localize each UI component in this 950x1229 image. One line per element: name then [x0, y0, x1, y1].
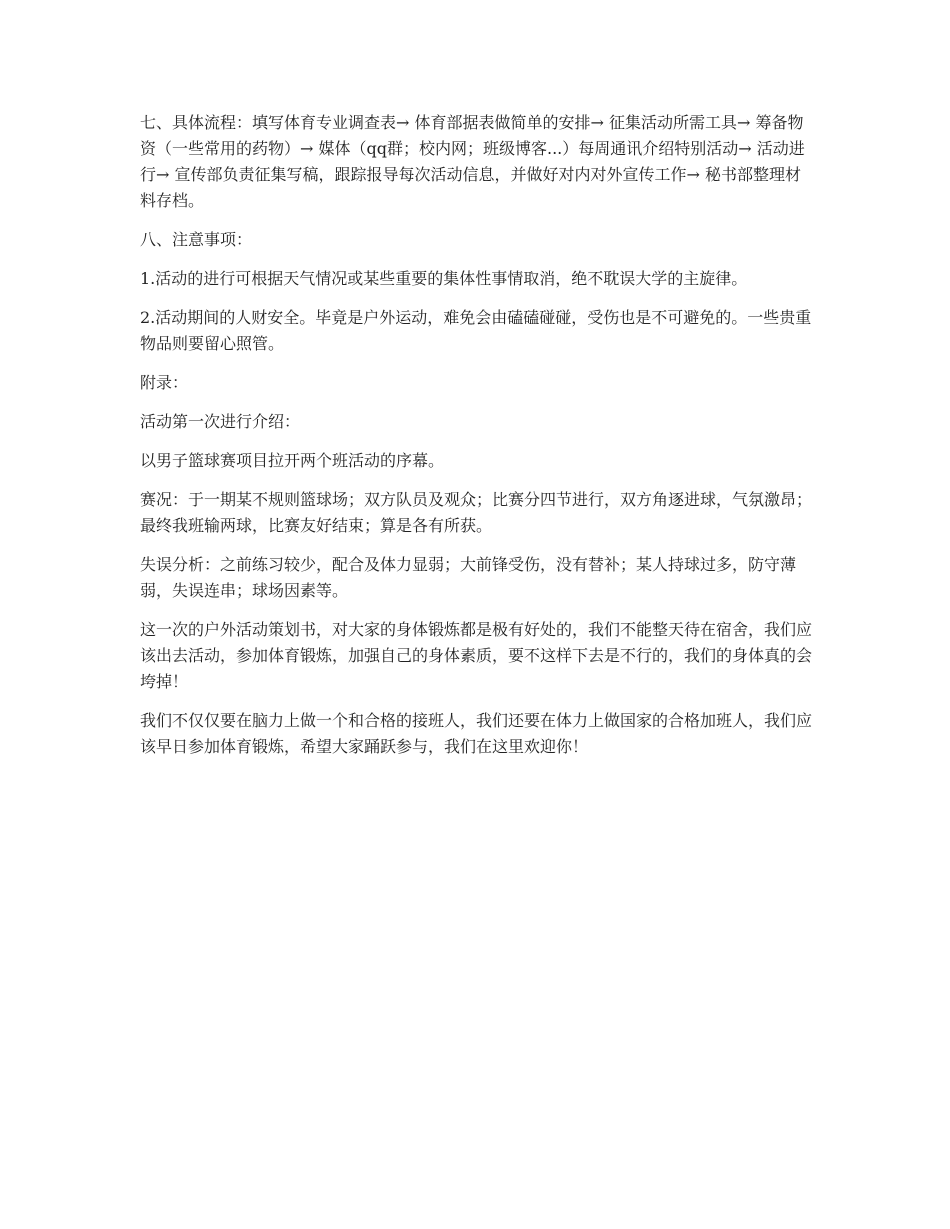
paragraph-procedure: 七、具体流程：填写体育专业调查表→ 体育部据表做简单的安排→ 征集活动所需工具→ 筹备物资（一些常用的药物）→ 媒体（qq群；校内网；班级博客...）每周通讯介绍特别活动→ 活动进行→ 宣传部负责征集写稿，跟踪报导每次活动信息，并做好对内对外宣传工作→ 秘书部整理材料存档。: [140, 113, 805, 210]
paragraph-match-report: 赛况：于一期某不规则篮球场；双方队员及观众；比赛分四节进行，双方角逐进球，气氛激昂；最终我班输两球，比赛友好结束；算是各有所获。: [140, 490, 813, 535]
paragraph-note-2: 2.活动期间的人财安全。毕竟是户外运动，难免会由磕磕碰碰，受伤也是不可避免的。一些贵重物品则要留心照管。: [140, 308, 812, 353]
paragraph-first-activity-intro: 活动第一次进行介绍：: [140, 412, 301, 431]
paragraph-conclusion-2: 我们不仅仅要在脑力上做一个和合格的接班人，我们还要在体力上做国家的合格加班人，我们应该早日参加体育锻炼，希望大家踊跃参与，我们在这里欢迎你！: [140, 711, 813, 756]
paragraph-conclusion-1: 这一次的户外活动策划书，对大家的身体锻炼都是极有好处的，我们不能整天待在宿舍，我们应该出去活动，参加体育锻炼，加强自己的身体素质，要不这样下去是不行的，我们的身体真的会垮掉！: [140, 620, 813, 691]
paragraph-note-1: 1.活动的进行可根据天气情况或某些重要的集体性事情取消，绝不耽误大学的主旋律。: [140, 269, 748, 288]
paragraph-basketball-opening: 以男子篮球赛项目拉开两个班活动的序幕。: [140, 451, 445, 470]
document-body: [140, 110, 812, 773]
paragraph-appendix-heading: 附录：: [140, 373, 189, 392]
paragraph-error-analysis: 失误分析：之前练习较少，配合及体力显弱；大前锋受伤，没有替补；某人持球过多，防守薄弱，失误连串；球场因素等。: [140, 555, 797, 600]
paragraph-notes-heading: 八、注意事项：: [140, 230, 253, 249]
